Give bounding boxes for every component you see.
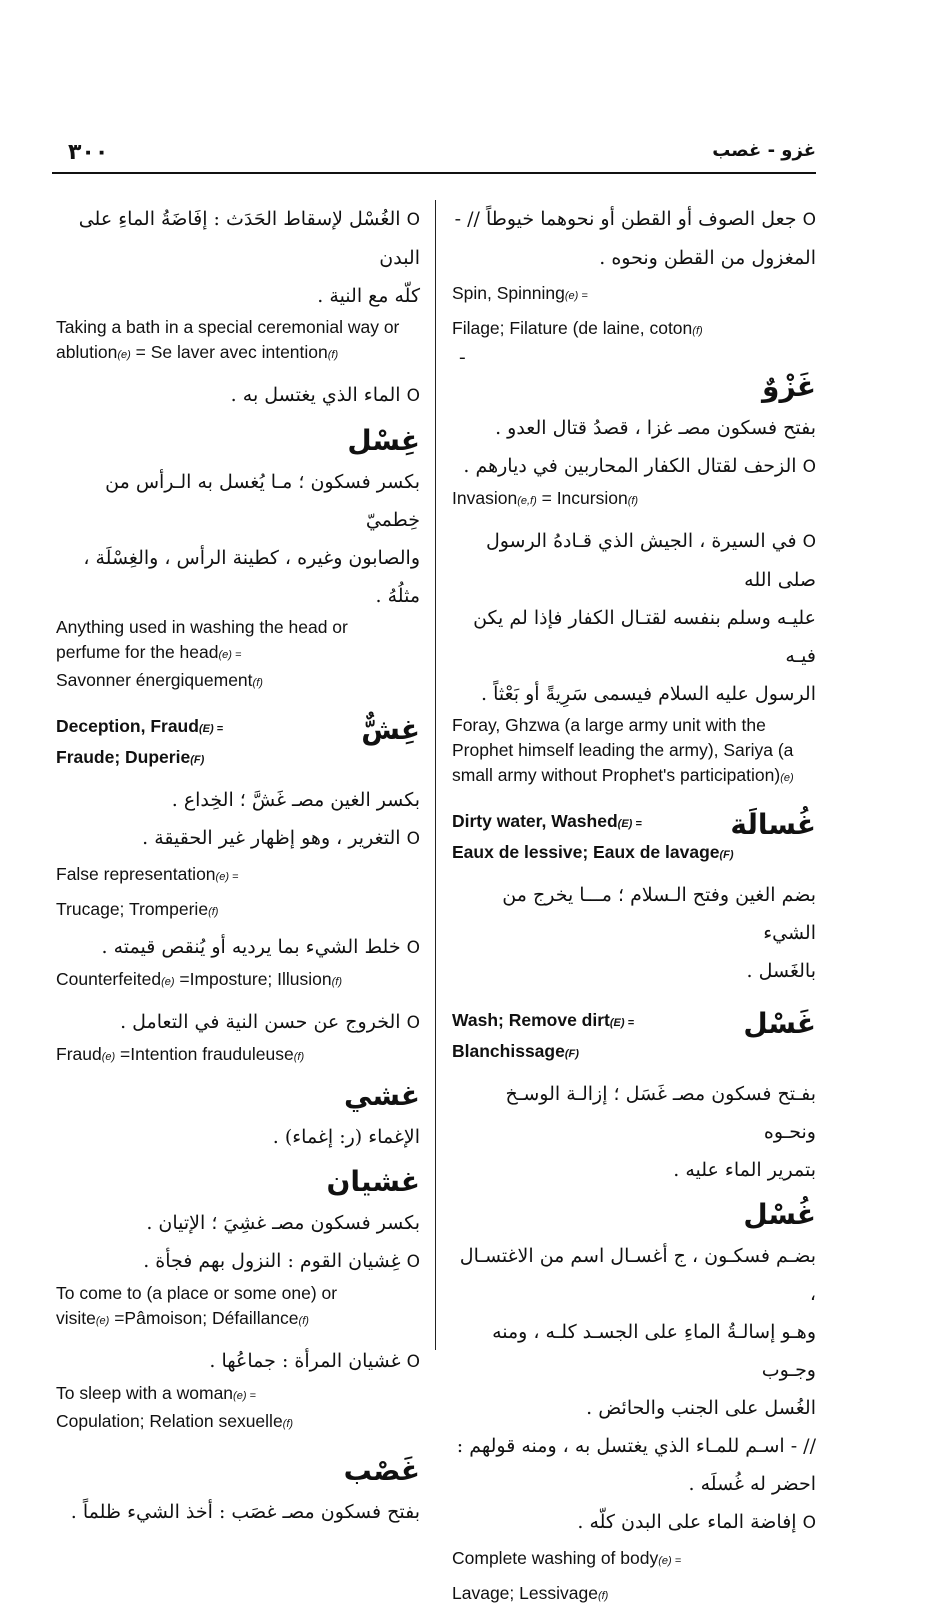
sense-marker-icon: O — [802, 532, 816, 552]
language-tag: (e,f) — [517, 495, 537, 507]
entry-ghusl — [452, 1195, 816, 1612]
english-gloss — [452, 1542, 816, 1577]
headword: غُسالَة — [730, 808, 816, 841]
gloss-text: =Pâmoison; Défaillance — [109, 1308, 299, 1328]
entry-ghusl-continued — [56, 200, 420, 415]
sense-marker-icon: O — [406, 210, 420, 230]
language-tag: (e) = — [233, 1390, 256, 1402]
gloss-text: Taking a bath in a special ceremonial way or ablution — [56, 317, 400, 362]
sense-marker-icon: O — [802, 457, 816, 477]
french-gloss — [56, 668, 420, 696]
definition-arabic: بكسر الغين مصـ غَشَّ ؛ الخِداع . — [171, 789, 420, 811]
language-tag: (F) — [719, 849, 734, 861]
language-tag: (e) = — [218, 649, 242, 661]
arabic-line: في السيرة ، الجيش الذي قـادهُ الرسول صلى الله — [485, 530, 816, 591]
english-gloss — [56, 1042, 420, 1070]
gloss-text: Trucage; Tromperie — [56, 899, 209, 919]
arabic-line: إفاضة الماء على البدن كلّه . — [577, 1511, 797, 1533]
entry-spin — [452, 200, 816, 347]
language-tag: (f) — [208, 906, 219, 918]
arabic-line: الخروج عن حسن النية في التعامل . — [120, 1011, 401, 1033]
gloss-text: Invasion — [452, 488, 518, 508]
arabic-line: الغُسْل لإسقاط الحَدَث : إفَاضَةُ الماءِ على البدن — [78, 208, 420, 269]
entry-ghasb — [56, 1451, 420, 1531]
arabic-line: غِشيان القوم : النزول بهم فجأة . — [143, 1250, 401, 1272]
sense-marker-icon: O — [406, 1252, 420, 1272]
french-gloss — [452, 1577, 816, 1612]
gloss-text: =Imposture; Illusion — [174, 969, 332, 989]
gloss-text: Foray, Ghzwa (a large army unit with the Prophet himself leading the army), Sariya (a small army without Prophet's participation) — [452, 715, 794, 785]
arabic-line: عليـه وسلم بنفسه لقتـال الكفار فإذا لم يكن فيـه — [473, 607, 816, 667]
language-tag: (F) — [190, 754, 205, 766]
language-tag: (E) = — [617, 818, 642, 830]
language-tag: (f) — [327, 349, 339, 361]
language-tag: (e) — [101, 1051, 116, 1063]
english-gloss: Anything used in washing the head or — [56, 617, 348, 637]
running-head: غزو - غصب — [712, 140, 816, 161]
sense-marker-icon: O — [406, 1352, 420, 1372]
english-gloss — [56, 1381, 420, 1409]
entry-ghisl — [56, 421, 420, 696]
entry-ghashy — [56, 1076, 420, 1156]
french-gloss — [56, 1306, 420, 1334]
language-tag: (F) — [564, 1048, 579, 1060]
headword: غشيان — [326, 1165, 420, 1198]
definition-arabic: بفتح فسكون مصـ غزا ، قصدُ قتال العدو . — [495, 417, 816, 439]
arabic-line: التغرير ، وهو إظهار غير الحقيقة . — [142, 827, 401, 849]
headword: غِشٌّ — [361, 713, 420, 746]
arabic-line: خلط الشيء بما يرديه أو يُنقص قيمته . — [101, 936, 401, 958]
english-gloss — [56, 858, 420, 893]
page-number: ٣٠٠ — [68, 140, 109, 165]
arabic-line: بالغَسل . — [746, 960, 816, 982]
headword: غَسْل — [743, 1007, 816, 1040]
gloss-text: Complete washing of body — [452, 1548, 659, 1568]
gloss-text: = Se laver avec intention — [130, 342, 328, 362]
column-divider — [435, 200, 436, 1350]
sense-marker-icon: O — [802, 1513, 816, 1533]
language-tag: (E) = — [198, 723, 224, 735]
entry-ghishsh — [56, 710, 420, 1070]
language-tag: (f) — [252, 677, 263, 689]
arabic-line: الماء الذي يغتسل به . — [230, 384, 401, 406]
gloss-text: Fraud — [56, 1044, 102, 1064]
gloss-text: Fraude; Duperie — [56, 747, 191, 767]
gloss-text: To sleep with a woman — [56, 1383, 234, 1403]
arabic-line: الرسول عليه السلام فيسمى سَرِيةً أو بَعْثاً . — [481, 683, 816, 705]
gloss-text: Copulation; Relation sexuelle — [56, 1411, 283, 1431]
language-tag: (e) — [95, 1315, 110, 1327]
french-gloss — [56, 893, 420, 928]
language-tag: (f) — [331, 976, 343, 988]
definition-arabic: بفـتح فسكون مصـ غَسَل ؛ إزالـة الوسـخ ونحـوه — [505, 1083, 816, 1143]
sense-marker-icon: O — [406, 938, 420, 958]
sense-arabic — [452, 200, 816, 239]
arabic-line: احضر له غُسلَه . — [688, 1473, 816, 1495]
language-tag: (E) = — [609, 1017, 635, 1029]
definition-arabic: بكسر فسكون ؛ مـا يُغسل به الـرأس من خِطميّ — [105, 471, 420, 531]
definition-arabic: بضـم فسكـون ، ج أغسـال اسم من الاغتسـال ، — [459, 1245, 816, 1305]
sense-arabic — [452, 1503, 816, 1542]
gloss-text: Lavage; Lessivage — [452, 1583, 598, 1603]
french-gloss — [452, 312, 816, 347]
gloss-text: Eaux de lessive; Eaux de lavage — [452, 842, 720, 862]
entry-ghazw — [452, 344, 816, 791]
right-column — [452, 200, 816, 1612]
sense-arabic — [56, 1342, 420, 1381]
language-tag: (f) — [293, 1051, 305, 1063]
headword: غِسْل — [347, 424, 420, 457]
language-tag: (f) — [597, 1590, 609, 1602]
definition-arabic: بفتح فسكون مصـ غصَب : أخذ الشيء ظلماً . — [70, 1501, 420, 1523]
english-gloss — [56, 640, 420, 668]
english-gloss: To come to (a place or some one) or — [56, 1283, 338, 1303]
english-gloss — [56, 967, 420, 995]
gloss-text: visite — [56, 1308, 96, 1328]
gloss-text: Savonner énergiquement — [56, 670, 253, 690]
sense-arabic — [56, 928, 420, 967]
entry-ghusala — [452, 805, 816, 990]
language-tag: (f) — [282, 1418, 294, 1430]
headword: غشي — [344, 1079, 420, 1112]
gloss-text: perfume for the head — [56, 642, 219, 662]
page-header — [52, 138, 816, 174]
arabic-line: الزحف لقتال الكفار المحاربين في ديارهم . — [463, 455, 797, 477]
language-tag: (f) — [298, 1315, 309, 1327]
sense-marker-icon: O — [406, 829, 420, 849]
sense-arabic — [452, 447, 816, 486]
language-tag: (e) = — [658, 1555, 682, 1567]
arabic-line: وهـو إسالـةُ الماءِ على الجسـد كلـه ، ومنه وجـوب — [492, 1321, 816, 1381]
french-gloss — [56, 1409, 420, 1437]
arabic-line: بتمرير الماء عليه . — [673, 1159, 816, 1181]
arabic-line: كلّه مع النية . — [317, 285, 420, 307]
gloss-text: Wash; Remove dirt — [452, 1010, 610, 1030]
arabic-line: المغزول من القطن ونحوه . — [599, 247, 816, 269]
entry-ghishyan — [56, 1162, 420, 1437]
arabic-line: والصابون وغيره ، كطينة الرأس ، والغِسْلَة ، مثلُهُ . — [83, 547, 420, 607]
gloss-text: Blanchissage — [452, 1041, 565, 1061]
entry-ghasl — [452, 1004, 816, 1189]
language-tag: (e) = — [564, 290, 588, 302]
dash-mark: ـ — [460, 344, 465, 363]
sense-marker-icon: O — [406, 386, 420, 406]
english-gloss — [452, 713, 816, 791]
language-tag: (e) — [780, 772, 794, 784]
sense-marker-icon: O — [802, 210, 816, 230]
gloss-text: = Incursion — [536, 488, 628, 508]
gloss-text: Deception, Fraud — [56, 716, 199, 736]
gloss-text: Counterfeited — [56, 969, 162, 989]
english-gloss — [452, 277, 816, 312]
sense-arabic — [56, 200, 420, 277]
language-tag: (e) — [117, 349, 131, 361]
arabic-line: غشيان المرأة : جماعُها . — [209, 1350, 401, 1372]
gloss-text: Spin, Spinning — [452, 283, 565, 303]
sense-arabic — [56, 1003, 420, 1042]
language-tag: (e) = — [215, 871, 239, 883]
gloss-text: Dirty water, Washed — [452, 811, 618, 831]
gloss-text: Filage; Filature (de laine, coton — [452, 318, 693, 338]
arabic-line: جعل الصوف أو القطن أو نحوهما خيوطاً // - — [454, 208, 797, 230]
gloss-text: False representation — [56, 864, 216, 884]
sense-arabic — [56, 376, 420, 415]
arabic-line: الغُسل على الجنب والحائض . — [586, 1397, 816, 1419]
arabic-line: // - اسـم للمـاء الذي يغتسل به ، ومنه قولهم : — [456, 1435, 816, 1457]
language-tag: (e) — [161, 976, 175, 988]
sense-arabic — [452, 522, 816, 599]
definition-arabic: بكسر فسكون مصـ غشِيَ ؛ الإتيان . — [146, 1212, 420, 1234]
sense-arabic — [56, 819, 420, 858]
language-tag: (f) — [692, 325, 703, 337]
headword: غَصْب — [343, 1454, 420, 1487]
definition-arabic: الإغماء (ر: إغماء) . — [272, 1126, 420, 1148]
english-gloss — [56, 315, 420, 368]
sense-arabic — [56, 1242, 420, 1281]
sense-marker-icon: O — [406, 1013, 420, 1033]
headword: غَزْوٌ — [762, 370, 816, 403]
gloss-text: =Intention frauduleuse — [115, 1044, 294, 1064]
left-column — [56, 200, 420, 1531]
headword: غُسْل — [743, 1198, 816, 1231]
definition-arabic: بضم الغين وفتح الـسلام ؛ مـــا يخرج من الشيء — [502, 884, 816, 944]
language-tag: (f) — [627, 495, 639, 507]
english-gloss — [452, 486, 816, 514]
